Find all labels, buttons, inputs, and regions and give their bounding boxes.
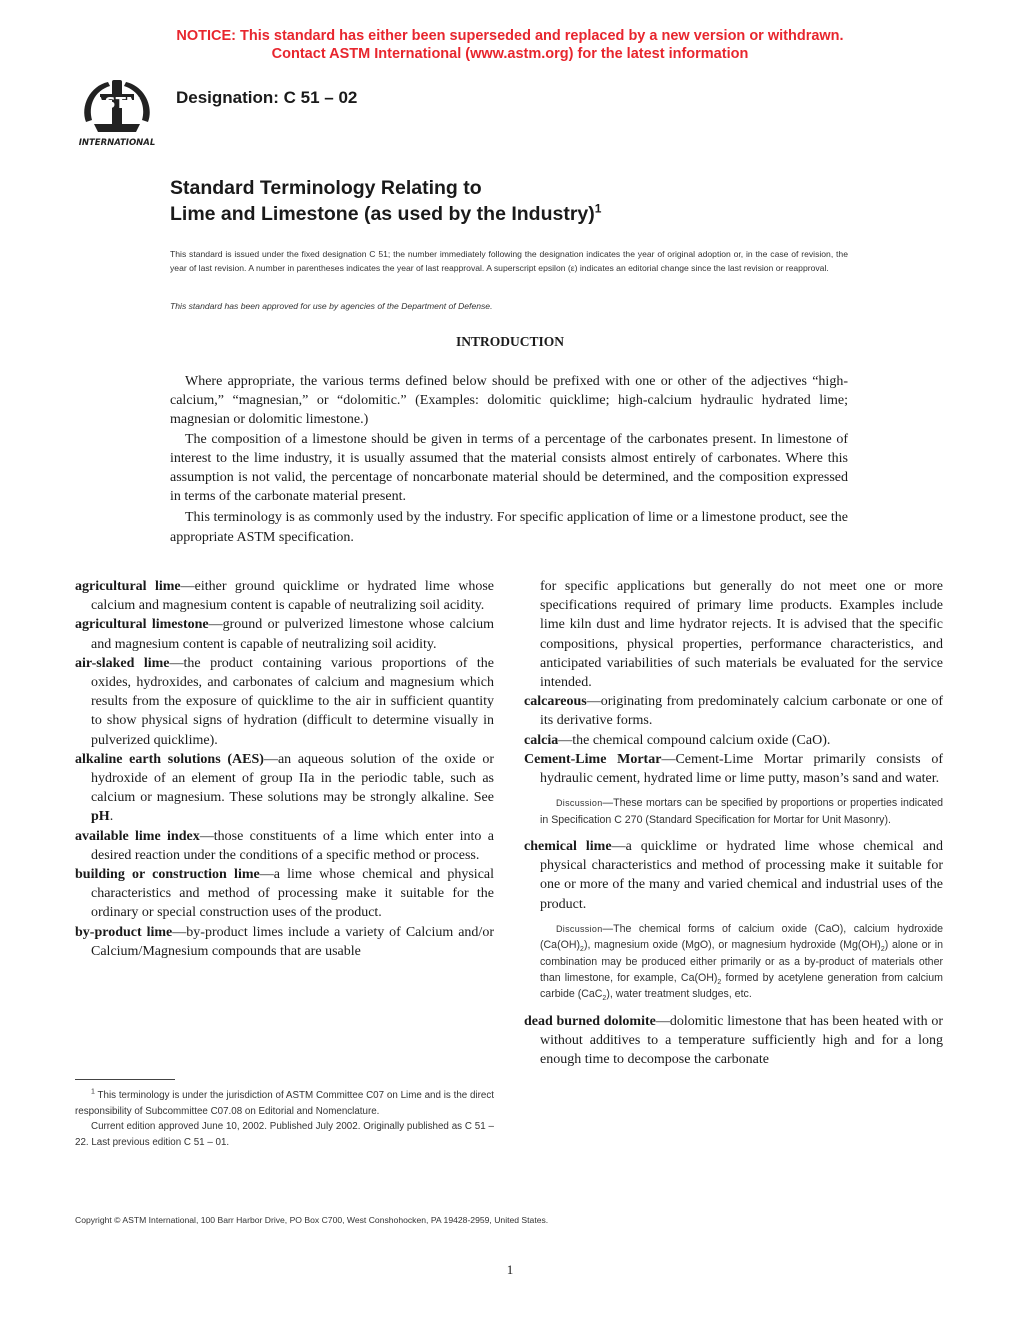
definition-calcia xyxy=(524,731,943,750)
term: agricultural limestone xyxy=(75,617,209,633)
page-number: 1 xyxy=(506,1262,514,1277)
definition-air-slaked-lime xyxy=(75,654,494,750)
cross-reference: pH xyxy=(91,809,110,825)
subscript: 2 xyxy=(602,995,607,1003)
footnote-text: This terminology is under the jurisdiction of ASTM Committee C07 on Lime and is the direct responsibility of Subcommittee C07.08 on Editorial and Nomenclature. xyxy=(75,1090,494,1117)
discussion-text: ) alone or in combination may be produced either primarily or as a by-product of materials other than limestone, for example, Ca(OH) xyxy=(540,939,943,985)
definition-agricultural-lime xyxy=(75,577,494,615)
introduction-body xyxy=(170,372,848,547)
discussion-text: ), magnesium oxide (MgO), or magnesium hydroxide (Mg(OH) xyxy=(583,939,881,952)
definition-text: —Cement-Lime Mortar primarily consists of hydraulic cement, hydrated lime or lime putty, mason’s sand and water. xyxy=(540,751,943,787)
definition-text: —the product containing various proportions of the oxides, hydroxides, and carbonates of calcium and magnesium which results from the exposure of quicklime to the air in sufficient quantity to show physical signs of hydration (difficult to determine visually in pulverized quicklime). xyxy=(91,655,495,748)
definition-text: —by-product limes include a variety of Calcium and/or Calcium/Magnesium compounds that are usable xyxy=(91,924,494,959)
definition-available-lime-index xyxy=(75,827,494,865)
footnote-edition: Current edition approved June 10, 2002. Published July 2002. Originally published as C 51 – 22. Last previous edition C 51 – 01. xyxy=(75,1121,494,1148)
footnote-mark: 1 xyxy=(91,1088,95,1096)
term: by-product lime xyxy=(75,924,173,940)
definition-text: —those constituents of a lime which enter into a desired reaction under the conditions of a specific method or process. xyxy=(91,828,495,863)
title-footnote-mark: 1 xyxy=(594,201,602,216)
term: calcareous xyxy=(524,694,587,710)
term: calcia xyxy=(524,732,559,748)
footnote-1 xyxy=(75,1088,494,1119)
term: agricultural lime xyxy=(75,579,181,594)
discussion-text: formed by acetylene generation from calcium carbide (CaC xyxy=(540,972,943,1001)
astm-logo xyxy=(72,76,162,148)
term: chemical lime xyxy=(524,839,612,855)
definition-text: —the chemical compound calcium oxide (CaO). xyxy=(558,732,831,748)
discussion-cement-lime-mortar xyxy=(540,795,943,828)
subscript: 2 xyxy=(580,946,584,954)
definition-text: —a lime whose chemical and physical characteristics and method of processing make it suitable for the ordinary or special construction uses of the product. xyxy=(91,867,495,921)
discussion-text: —These mortars can be specified by proportions or properties indicated in Specification C 270 (Standard Specification for Mortar for Unit Masonry). xyxy=(540,797,943,826)
term: Cement-Lime Mortar xyxy=(524,751,662,767)
term: available lime index xyxy=(75,828,200,844)
subscript: 2 xyxy=(880,946,885,954)
definition-agricultural-limestone xyxy=(75,615,494,653)
discussion-chemical-lime xyxy=(540,921,943,1003)
definition-text: —originating from predominately calcium carbonate or one of its derivative forms. xyxy=(540,694,943,729)
definition-text: —dolomitic limestone that has been heated with or without additives to a temperature sufficiently high and for a long enough time to decompose the carbonate xyxy=(540,1013,943,1068)
issued-note: This standard is issued under the fixed designation C 51; the number immediately following the designation indicates the year of original adoption or, in the case of revision, the year of last revision. A number in parentheses indicates the year of last reapproval. A superscript epsilon (ε) indicates an editorial change since the last revision or reapproval. xyxy=(170,249,848,273)
term: air-slaked lime xyxy=(75,655,170,671)
term: dead burned dolomite xyxy=(524,1013,656,1029)
document-title xyxy=(170,175,601,227)
definition-by-product-lime xyxy=(75,923,494,961)
superseded-notice xyxy=(0,27,1020,63)
title-line-1: Standard Terminology Relating to xyxy=(170,177,482,199)
definition-alkaline-earth-solutions xyxy=(75,750,494,827)
term: alkaline earth solutions (AES) xyxy=(75,751,264,767)
definitions-column-right xyxy=(524,577,943,1070)
term: building or construction lime xyxy=(75,867,260,883)
notice-line-2: Contact ASTM International (www.astm.org) for the latest information xyxy=(271,46,749,62)
definition-text: —ground or pulverized limestone whose calcium and magnesium content is capable of neutralizing soil acidity. xyxy=(91,617,494,652)
discussion-label: Discussion xyxy=(556,923,603,934)
definition-chemical-lime xyxy=(524,837,943,914)
discussion-label: Discussion xyxy=(556,798,603,809)
intro-paragraph: Where appropriate, the various terms defined below should be prefixed with one or other of the adjectives “high-calcium,” “magnesian,” or “dolomitic.” (Examples: dolomitic quicklime; high-calcium hydraulic hydrated lime; magnesian or dolomitic limestone.) xyxy=(170,374,848,428)
intro-paragraph: The composition of a limestone should be given in terms of a percentage of the carbonates present. In limestone of interest to the lime industry, it is usually assumed that the material consists almost entirely of carbonates. Where this assumption is not valid, the percentage of noncarbonate material should be determined, and the composition expressed in terms of the carbonate material present. xyxy=(170,431,848,505)
introduction-heading: INTRODUCTION xyxy=(455,334,564,349)
copyright-line: Copyright © ASTM International, 100 Barr Harbor Drive, PO Box C700, West Conshohocken, PA 19428-2959, United States. xyxy=(75,1215,549,1225)
footnote-rule xyxy=(75,1079,175,1080)
definition-text: —a quicklime or hydrated lime whose chemical and physical characteristics and method of processing make it suitable for one or more of the many and varied chemical and industrial uses of the product. xyxy=(540,839,943,912)
discussion-text: ), water treatment sludges, etc. xyxy=(606,988,752,1001)
notice-line-1: NOTICE: This standard has either been superseded and replaced by a new version or withdrawn. xyxy=(176,28,844,44)
definitions-column-left xyxy=(75,577,494,961)
approved-note: This standard has been approved for use by agencies of the Department of Defense. xyxy=(170,301,493,311)
definition-end: . xyxy=(109,809,114,825)
discussion-text: —The chemical forms of calcium oxide (CaO), calcium hydroxide (Ca(OH) xyxy=(540,922,943,952)
definition-text: —either ground quicklime or hydrated lime whose calcium and magnesium content is capable of neutralizing soil acidity. xyxy=(91,579,494,614)
title-line-2 xyxy=(170,201,601,227)
definition-building-lime xyxy=(75,865,494,923)
definition-cement-lime-mortar xyxy=(524,750,943,788)
definition-calcareous xyxy=(524,692,943,730)
designation: Designation: C 51 – 02 xyxy=(176,88,358,107)
definition-dead-burned-dolomite xyxy=(524,1012,943,1070)
definition-text: —an aqueous solution of the oxide or hydroxide of an element of group IIa in the periodic table, such as calcium or magnesium. These solutions may be strongly alkaline. See xyxy=(91,751,494,806)
definition-by-product-lime-continued: for specific applications but generally do not meet one or more specifications required of primary lime products. Examples include lime kiln dust and lime hydrator rejects. It is advised that the specific compositions, physical properties, performance characteristics, and anticipated variabilities of such materials be evaluated for the service intended. xyxy=(540,579,943,691)
title-line-2-text: Lime and Limestone (as used by the Industry) xyxy=(170,203,595,225)
footnotes xyxy=(75,1088,494,1150)
intro-paragraph: This terminology is as commonly used by the industry. For specific application of lime or a limestone product, see the appropriate ASTM specification. xyxy=(170,510,848,545)
logo-caption: INTERNATIONAL xyxy=(78,138,156,148)
subscript: 2 xyxy=(717,979,722,987)
logo-letters: ASTM xyxy=(93,94,141,112)
